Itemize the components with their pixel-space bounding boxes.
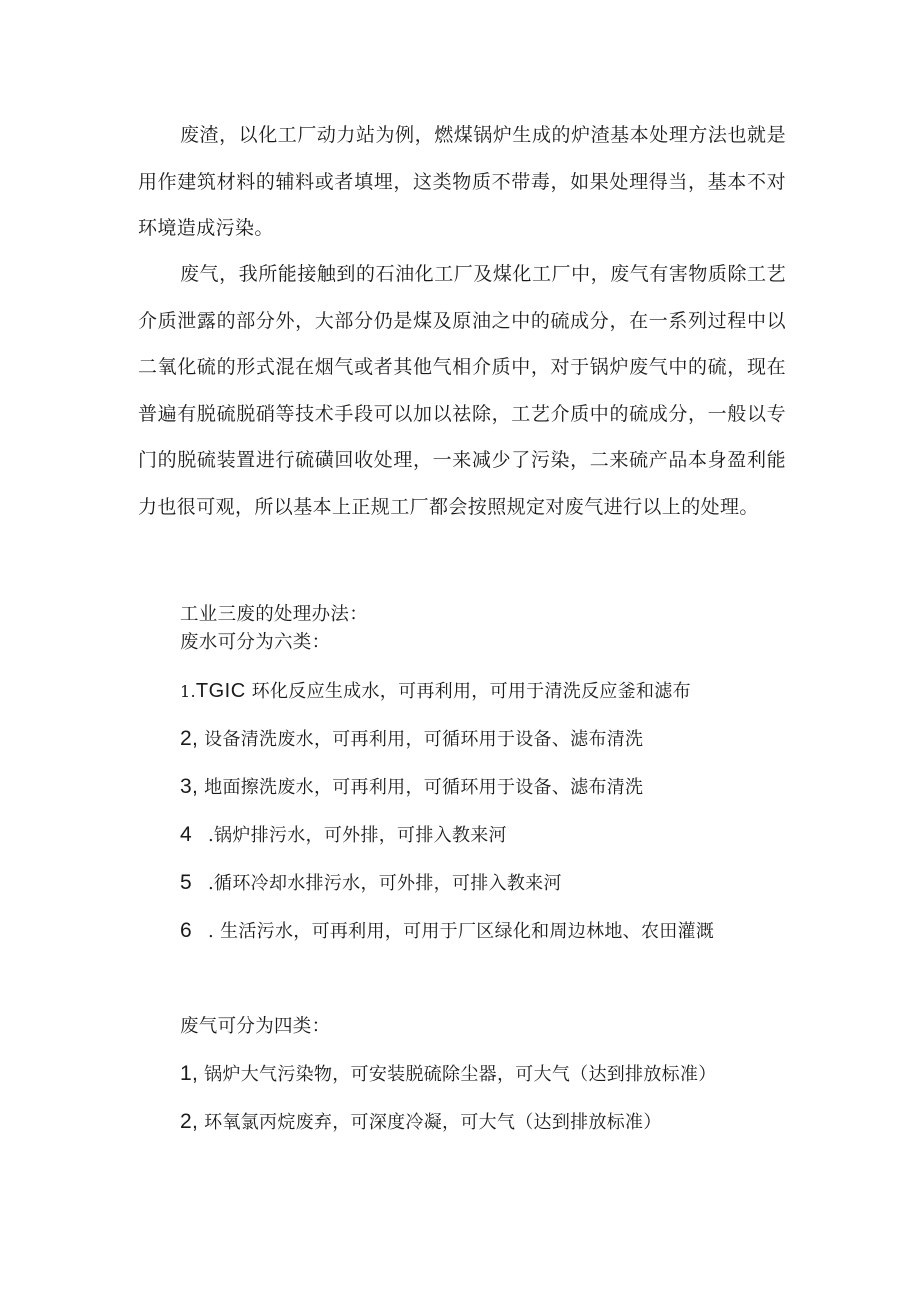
list-item-text: . 生活污水，可再利用，可用于厂区绿化和周边林地、农田灌溉: [202, 921, 715, 942]
wastewater-item-2: [180, 726, 643, 753]
list-number: 6: [180, 919, 192, 942]
wastewater-item-5: [180, 870, 562, 897]
wastegas-item-1: [180, 1061, 717, 1088]
list-item-text: 环化反应生成水，可再利用，可用于清洗反应釜和滤布: [245, 681, 691, 702]
list-number: 2,: [180, 727, 199, 750]
wastewater-item-4: [180, 822, 507, 849]
wastegas-item-2: [180, 1109, 662, 1136]
list-number: 2,: [180, 1110, 199, 1133]
wastewater-item-3: [180, 774, 643, 801]
wastewater-heading: 废水可分为六类：: [180, 632, 331, 653]
wastewater-item-6: [180, 918, 714, 945]
paragraph-waste-gas: 废气，我所能接触到的石油化工厂及煤化工厂中，废气有害物质除工艺介质泄露的部分外，大部分仍是煤及原油之中的硫成分，在一系列过程中以二氧化硫的形式混在烟气或者其他气相介质中，对于锅炉废气中的硫，现在普遍有脱硫脱硝等技术手段可以加以祛除，工艺介质中的硫成分，一般以专门的脱硫装置进行硫磺回收处理，一来减少了污染，二来硫产品本身盈利能力也很可观，所以基本上正规工厂都会按照规定对废气进行以上的处理。: [138, 263, 786, 518]
list-item-text: 地面擦洗废水，可再利用，可循环用于设备、滤布清洗: [198, 777, 644, 798]
list-item-text: 锅炉大气污染物，可安装脱硫除尘器，可大气（达到排放标准）: [198, 1064, 717, 1085]
list-item-text: .循环冷却水排污水，可外排，可排入教来河: [202, 873, 562, 894]
list-number: 1,: [180, 1062, 199, 1085]
list-item-prefix: TGIC: [195, 680, 246, 702]
list-item-text: 环氧氯丙烷废弃，可深度冷凝，可大气（达到排放标准）: [198, 1112, 662, 1133]
list-number: 1.: [180, 682, 196, 701]
section-heading-methods: 工业三废的处理办法：: [180, 604, 369, 625]
list-number: 3,: [180, 775, 199, 798]
wastegas-heading: 废气可分为四类：: [180, 1016, 331, 1037]
paragraph-waste-slag: 废渣，以化工厂动力站为例，燃煤锅炉生成的炉渣基本处理方法也就是用作建筑材料的辅料或者填埋，这类物质不带毒，如果处理得当，基本不对环境造成污染。: [138, 124, 786, 239]
list-item-text: .锅炉排污水，可外排，可排入教来河: [202, 825, 507, 846]
list-item-text: 设备清洗废水，可再利用，可循环用于设备、滤布清洗: [198, 729, 644, 750]
list-number: 5: [180, 871, 192, 894]
wastewater-item-1: [180, 678, 691, 705]
list-number: 4: [180, 823, 192, 846]
